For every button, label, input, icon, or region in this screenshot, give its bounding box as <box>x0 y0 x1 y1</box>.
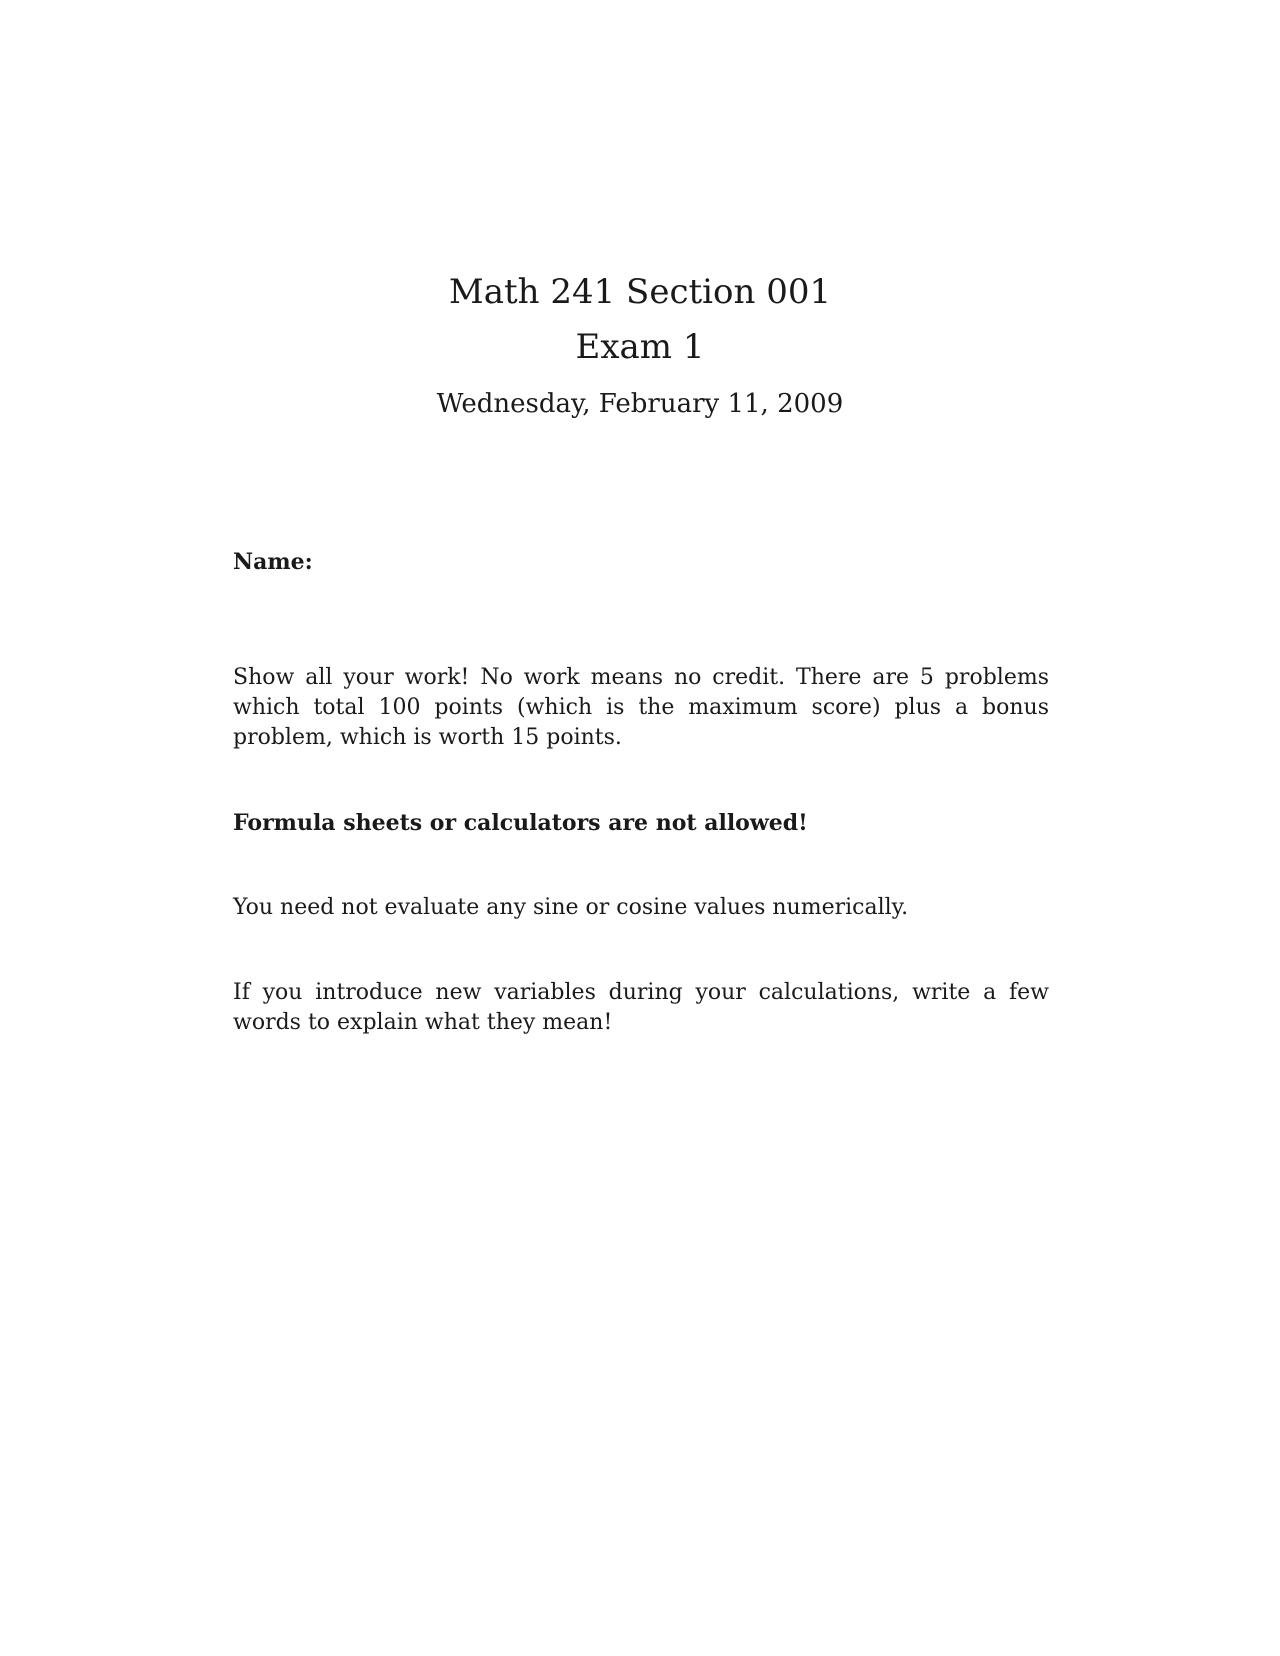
exam-title: Exam 1 <box>575 327 705 367</box>
variables-note: If you introduce new variables during your calculations, write a few words to explain what they mean! <box>233 980 1049 1035</box>
calculator-warning: Formula sheets or calculators are not allowed! <box>233 810 808 836</box>
course-title: Math 241 Section 001 <box>448 272 832 312</box>
exam-date: Wednesday, February 11, 2009 <box>436 389 844 419</box>
name-label: Name: <box>233 549 313 575</box>
sine-cosine-note: You need not evaluate any sine or cosine values numerically. <box>233 895 909 920</box>
work-instructions: Show all your work! No work means no credit. There are 5 problems which total 100 points (which is the maximum score) plus a bonus problem, which is worth 15 points. <box>233 665 1049 750</box>
